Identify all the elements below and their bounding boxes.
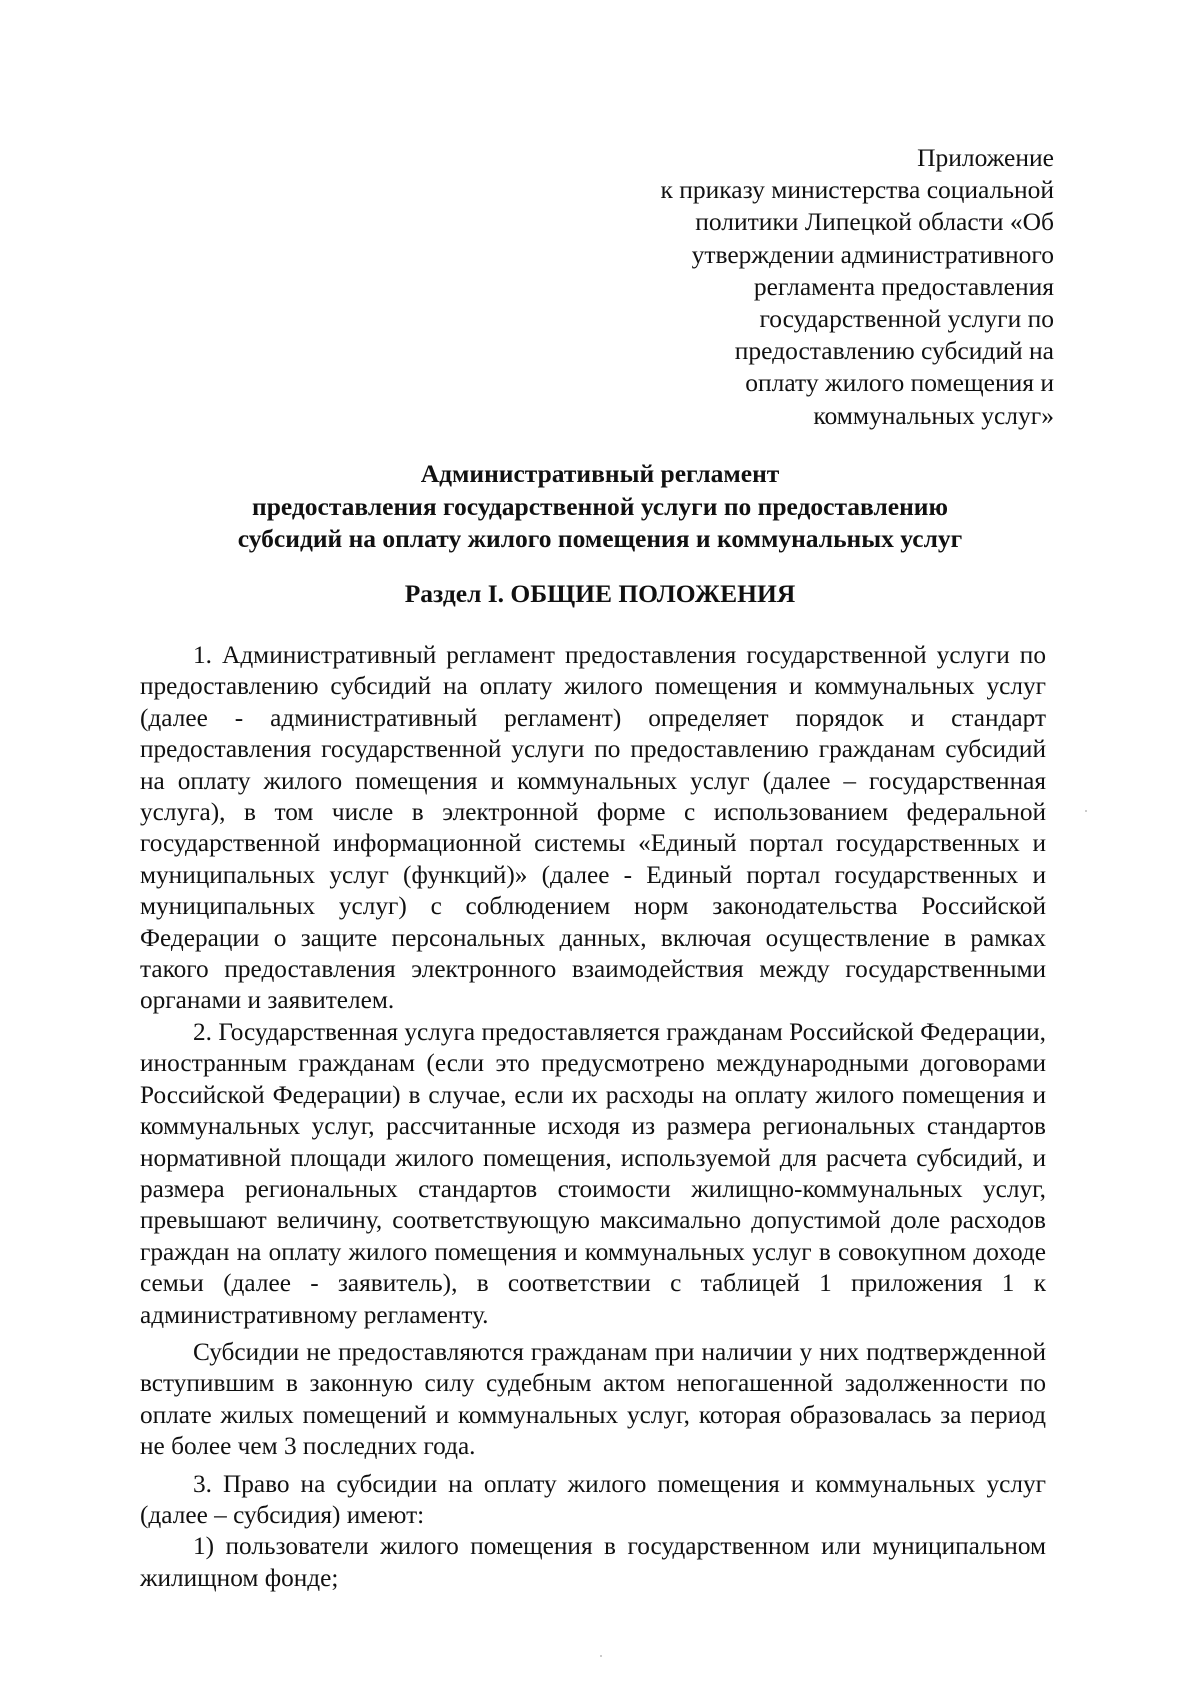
- title-line: предоставления государственной услуги по предоставлению: [252, 491, 948, 521]
- scan-speck: [600, 1655, 602, 1657]
- title-line: Административный регламент: [420, 459, 780, 488]
- paragraph-2: 2. Государственная услуга предоставляется гражданам Российской Федерации, иностранным гражданам (если это предусмотрено международными договорами Российской Федерации) в случае, если их расходы на оплату жилого помещения и коммунальных услуг, рассчитанные исходя из размера региональных стандартов нормативной площади жилого помещения, используемой для расчета субсидий, и размера региональных стандартов стоимости жилищно-коммунальных услуг, превышают величину, соответствующую максимально допустимой доле расходов граждан на оплату жилого помещения и коммунальных услуг в совокупном доходе семьи (далее - заявитель), в соответствии с таблицей 1 приложения 1 к административному регламенту.: [140, 1017, 1046, 1329]
- paragraph-1: 1. Административный регламент предоставления государственной услуги по предоставлению субсидий на оплату жилого помещения и коммунальных услуг (далее - административный регламент) определяет порядок и стандарт предоставления государственной услуги по предоставлению гражданам субсидий на оплату жилого помещения и коммунальных услуг (далее – государственная услуга), в том числе в электронной форме с использованием федеральной государственной информационной системы «Единый портал государственных и муниципальных услуг (функций)» (далее - Единый портал государственных и муниципальных услуг) с соблюдением норм законодательства Российской Федерации о защите персональных данных, включая осуществление в рамках такого предоставления электронного взаимодействия между государственными органами и заявителем.: [140, 641, 1046, 1015]
- paragraph-3: 3. Право на субсидии на оплату жилого помещения и коммунальных услуг (далее – субсидия) имеют:: [140, 1469, 1046, 1529]
- document-title: [150, 458, 1050, 556]
- appendix-line: утверждении административного: [691, 239, 1054, 269]
- appendix-reference: [574, 142, 1054, 432]
- paragraph-3-item-1: 1) пользователи жилого помещения в государственном или муниципальном жилищном фонде;: [140, 1532, 1046, 1592]
- appendix-line: коммунальных услуг»: [813, 400, 1054, 430]
- section-heading: Раздел I. ОБЩИЕ ПОЛОЖЕНИЯ: [404, 579, 796, 608]
- appendix-line: Приложение: [917, 143, 1054, 172]
- scan-speck: [1085, 810, 1087, 812]
- appendix-line: государственной услуги по: [759, 304, 1054, 334]
- title-line: субсидий на оплату жилого помещения и коммунальных услуг: [237, 524, 963, 553]
- appendix-line: регламента предоставления: [753, 271, 1054, 301]
- paragraph-2-subsidy-note: Субсидии не предоставляются гражданам при наличии у них подтвержденной вступившим в законную силу судебным актом непогашенной задолженности по оплате жилых помещений и коммунальных услуг, которая образовалась за период не более чем 3 последних года.: [140, 1337, 1046, 1461]
- appendix-line: к приказу министерства социальной: [660, 175, 1054, 205]
- document-body: [140, 640, 1046, 1594]
- appendix-line: политики Липецкой области «Об: [695, 207, 1054, 237]
- appendix-line: предоставлению субсидий на: [734, 336, 1054, 366]
- appendix-line: оплату жилого помещения и: [745, 368, 1054, 398]
